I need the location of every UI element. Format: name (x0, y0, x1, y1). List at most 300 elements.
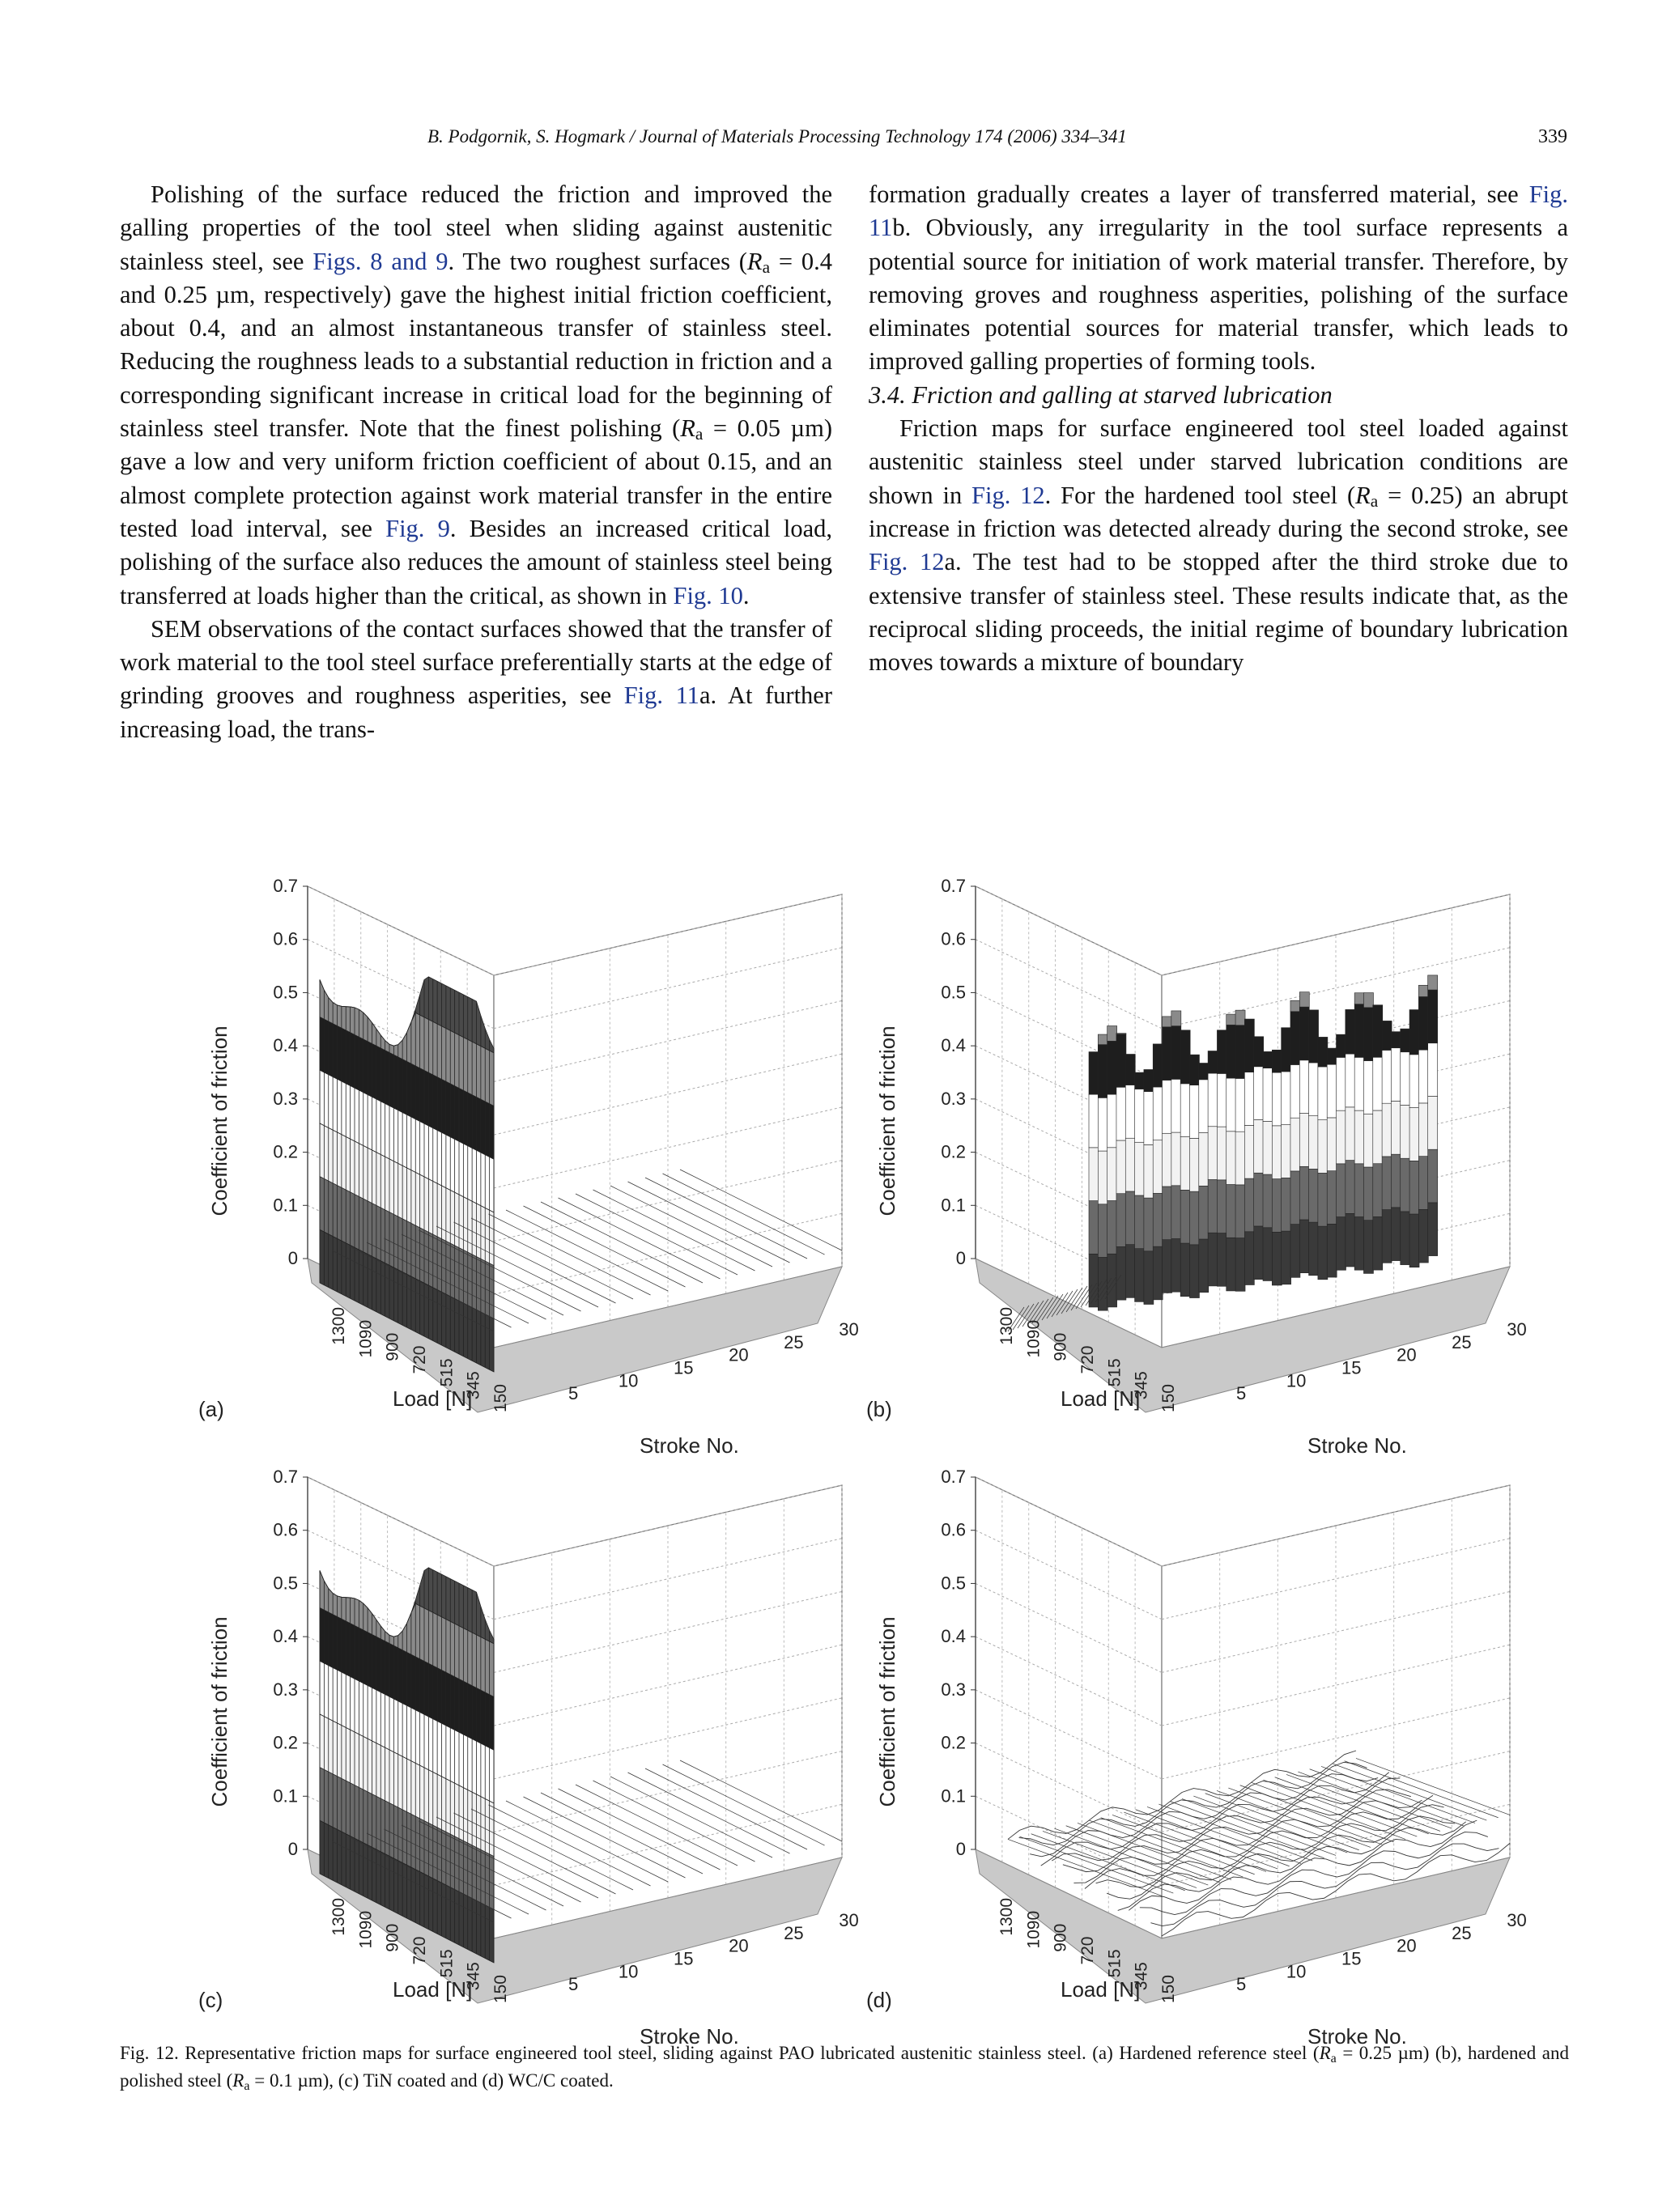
surface-band (1199, 1080, 1209, 1133)
surface-band (1309, 1222, 1319, 1276)
z-tick-label: 0.6 (273, 928, 298, 949)
surface-band (1327, 1048, 1337, 1064)
surface-band (1337, 1217, 1346, 1271)
figure-panel-d (850, 1461, 1527, 2049)
figure-link[interactable]: Fig. 10 (673, 581, 743, 609)
stroke-tick-label: 30 (839, 1910, 859, 1930)
stroke-tick-label: 10 (1286, 1370, 1307, 1391)
surface-band (1418, 996, 1428, 1050)
surface-band (1409, 1214, 1419, 1267)
surface-band (1208, 1127, 1218, 1180)
surface-band (1409, 1010, 1419, 1055)
running-head (0, 126, 1658, 155)
load-tick-label: 1090 (356, 1319, 376, 1358)
subscript: a (695, 424, 704, 444)
surface-band (1125, 1085, 1135, 1139)
italic-symbol: R (746, 247, 763, 275)
right-column (869, 178, 1568, 679)
surface-band (1144, 1251, 1154, 1305)
stroke-tick-label: 10 (1286, 1961, 1307, 1982)
section-heading: 3.4. Friction and galling at starved lubrication (869, 380, 1333, 409)
surface-band (1226, 1025, 1236, 1078)
z-tick-label: 0.7 (273, 1467, 298, 1487)
panel-label: (c) (198, 1988, 223, 2012)
surface-band (1098, 1098, 1107, 1151)
surface-band (1299, 1220, 1309, 1273)
surface-band (1337, 1164, 1346, 1217)
surface-band (1116, 1087, 1126, 1140)
load-axis-label: Load [N] (1061, 1386, 1141, 1411)
z-tick-label: 0.2 (273, 1141, 298, 1162)
surface-band (1346, 1054, 1355, 1107)
stroke-tick-label: 20 (729, 1935, 749, 1956)
z-tick-label: 0.7 (273, 876, 298, 896)
surface-band (1337, 1057, 1346, 1110)
surface-band (1107, 1026, 1117, 1042)
surface-band (1318, 1120, 1328, 1174)
figure-link[interactable]: Fig. 12 (869, 548, 945, 576)
friction-map-plot (850, 870, 1527, 1458)
surface-band (1263, 1228, 1273, 1281)
surface-band (1401, 1029, 1410, 1052)
z-tick-label: 0.5 (273, 1573, 298, 1594)
surface-band (1290, 1064, 1300, 1118)
load-tick-label: 345 (464, 1962, 483, 1991)
surface-band (1244, 1232, 1254, 1285)
surface-band (1263, 1174, 1273, 1228)
stroke-tick-label: 25 (1452, 1922, 1472, 1943)
load-tick-label: 900 (383, 1332, 402, 1361)
surface-band (1382, 1050, 1392, 1103)
load-tick-label: 1300 (329, 1898, 348, 1936)
surface-band (1098, 1204, 1107, 1258)
surface-band (1217, 1073, 1226, 1127)
surface-band (1153, 1140, 1163, 1194)
surface-band (1418, 1157, 1428, 1210)
surface-band (1254, 1226, 1264, 1280)
load-tick-label: 515 (1105, 1949, 1124, 1978)
surface-band (1318, 1067, 1328, 1120)
surface-band (1346, 1107, 1355, 1161)
surface-band (1244, 1125, 1254, 1178)
surface-band (1363, 1061, 1373, 1114)
surface-band (1144, 1198, 1154, 1251)
surface-band (1346, 1161, 1355, 1214)
surface-band (1309, 1063, 1319, 1116)
surface-band (1171, 1239, 1181, 1293)
z-tick-label: 0.1 (273, 1195, 298, 1216)
surface-band (1089, 1052, 1099, 1095)
surface-band (1171, 1079, 1181, 1132)
surface-band (1116, 1246, 1126, 1300)
surface-band (1382, 1021, 1392, 1050)
surface-band (1153, 1044, 1163, 1087)
surface-band (1391, 1032, 1401, 1048)
surface-band (1401, 1212, 1410, 1265)
surface-band (1107, 1148, 1117, 1201)
surface-band (1327, 1064, 1337, 1118)
surface-band (1217, 1180, 1226, 1233)
z-tick-label: 0.2 (941, 1732, 966, 1753)
figure-caption: Fig. 12. Representative friction maps for surface engineered tool steel, sliding against PAO lubricated austenitic stainless steel. (a) Hardened reference steel ($R_a = 0.25$ µm) (b), hardened and polished steel ($R_a = 0.1$ µm), (c) TiN coated and (d) WC/C coated. (120, 2043, 1569, 2093)
italic-symbol: R (1319, 2043, 1331, 2063)
stroke-tick-label: 15 (674, 1357, 694, 1378)
surface-band (1363, 1221, 1373, 1274)
stroke-axis-label: Stroke No. (1307, 2024, 1407, 2049)
surface-band (1282, 1231, 1291, 1284)
surface-band (1354, 1164, 1364, 1217)
surface-band (1254, 1037, 1264, 1067)
surface-band (1235, 1131, 1245, 1185)
z-tick-label: 0.4 (273, 1626, 298, 1647)
load-tick-label: 1090 (1024, 1319, 1044, 1358)
surface-band (1337, 1034, 1346, 1057)
z-tick-label: 0.2 (273, 1732, 298, 1753)
surface-band (1189, 1085, 1199, 1139)
panel-label: (d) (866, 1988, 892, 2012)
surface-band (1309, 1010, 1319, 1063)
load-tick-label: 720 (410, 1936, 429, 1965)
load-tick-label: 720 (410, 1345, 429, 1374)
surface-band (1171, 1011, 1181, 1026)
surface-band (1363, 993, 1373, 1008)
stroke-tick-label: 15 (1341, 1948, 1362, 1969)
surface-band (1189, 1055, 1199, 1085)
load-tick-label: 515 (1105, 1358, 1124, 1387)
load-tick-label: 720 (1078, 1345, 1097, 1374)
paragraph: Polishing of the surface reduced the friction and improved the galling properties of the tool steel when sliding against austenitic stainless steel, see Figs. 8 and 9. The two roughest surfaces ($R_a = 0.4$ and 0.25 µm, respectively) gave the highest initial friction coefficient, about 0.4, and an almost instantaneous transfer of stainless steel. Reducing the roughness leads to a substantial reduction in friction and a corresponding significant increase in critical load for the beginning of stainless steel transfer. Note that the finest polishing ($R_a = 0.05$ µm) gave a low and very uniform friction coefficient of about 0.15, and an almost complete protection against work material transfer in the entire tested load interval, see Fig. 9. Besides an increased critical load, polishing of the surface also reduces the amount of stainless steel being transferred at loads higher than the critical, as shown in Fig. 10. (120, 180, 833, 609)
surface-band (1180, 1030, 1190, 1084)
figure-link[interactable]: Fig. 11 (869, 180, 1568, 242)
surface-band (1282, 1072, 1291, 1125)
surface-band (1199, 1064, 1209, 1080)
surface-band (1346, 1213, 1355, 1267)
z-tick-label: 0.5 (273, 982, 298, 1003)
z-tick-label: 0.4 (273, 1035, 298, 1056)
figure-panel-a (182, 870, 859, 1458)
surface-band (1089, 1201, 1099, 1255)
surface-band (1290, 1171, 1300, 1225)
load-tick-label: 900 (1051, 1332, 1070, 1361)
surface-band (1263, 1068, 1273, 1122)
load-tick-label: 1090 (1024, 1910, 1044, 1949)
load-axis-label: Load [N] (1061, 1977, 1141, 2002)
surface-band (1180, 1190, 1190, 1243)
surface-band (1163, 1027, 1172, 1081)
surface-band (1153, 1246, 1163, 1300)
load-tick-label: 720 (1078, 1936, 1097, 1965)
surface-band (1318, 1173, 1328, 1226)
surface-band (1346, 1009, 1355, 1054)
load-tick-label: 900 (1051, 1923, 1070, 1952)
surface-band (1299, 1007, 1309, 1060)
z-tick-label: 0.1 (941, 1195, 966, 1216)
surface-band (1318, 1226, 1328, 1280)
surface-band (1144, 1092, 1154, 1145)
z-tick-label: 0.3 (273, 1679, 298, 1700)
figure-link[interactable]: Figs. 8 and 9 (312, 247, 449, 275)
surface-band (1107, 1041, 1117, 1094)
surface-band (1217, 1030, 1226, 1074)
stroke-axis-label: Stroke No. (640, 2024, 739, 2049)
subscript: a (1370, 490, 1379, 511)
surface-band (1116, 1140, 1126, 1194)
surface-band (1189, 1138, 1199, 1191)
surface-band (1354, 1110, 1364, 1164)
surface-band (1171, 1186, 1181, 1239)
surface-band (1116, 1034, 1126, 1088)
load-tick-label: 345 (1132, 1371, 1151, 1400)
stroke-tick-label: 20 (1397, 1344, 1417, 1365)
z-tick-label: 0.7 (941, 876, 966, 896)
load-tick-label: 345 (1132, 1962, 1151, 1991)
z-tick-label: 0.2 (941, 1141, 966, 1162)
surface-band (1428, 1203, 1438, 1256)
surface-band (1401, 1052, 1410, 1106)
surface-band (1089, 1094, 1099, 1148)
load-tick-label: 900 (383, 1923, 402, 1952)
surface-band (1418, 1103, 1428, 1157)
surface-band (1107, 1254, 1117, 1307)
paragraph: formation gradually creates a layer of transferred material, see Fig. 11b. Obviously, any irregularity in the tool surface represents a potential source for initiation of work material transfer. Therefore, by removing groves and roughness asperities, polishing of the surface eliminates potential sources for material transfer, which leads to improved galling properties of forming tools. (869, 180, 1568, 376)
surface-band (1217, 1127, 1226, 1180)
surface-band (1226, 1185, 1236, 1238)
surface-band (1428, 975, 1438, 990)
surface-band (1171, 1026, 1181, 1080)
figure-panel-c (182, 1461, 859, 2049)
z-tick-label: 0.5 (941, 1573, 966, 1594)
surface-band (1418, 985, 1428, 996)
surface-band (1282, 1028, 1291, 1072)
surface-band (1135, 1142, 1145, 1195)
surface-band (1189, 1245, 1199, 1298)
surface-band (1282, 1125, 1291, 1178)
surface-band (1401, 1105, 1410, 1158)
paragraph: Friction maps for surface engineered tool steel loaded against austenitic stainless steel under starved lubrication conditions are shown in Fig. 12. For the hardened tool steel $(R_a = 0.25)$ an abrupt increase in friction was detected already during the second stroke, see Fig. 12a. The test had to be stopped after the third stroke due to extensive transfer of stainless steel. These results indicate that, as the reciprocal sliding proceeds, the initial regime of boundary lubrication moves towards a mixture of boundary (869, 414, 1569, 677)
z-tick-label: 0.4 (941, 1626, 966, 1647)
left-column (120, 178, 832, 746)
italic-symbol: R (232, 2070, 244, 2091)
surface-band (1226, 1078, 1236, 1131)
surface-band (1208, 1051, 1218, 1074)
surface-band (1428, 1043, 1438, 1097)
surface-band (1363, 1167, 1373, 1221)
stroke-axis-label: Stroke No. (1307, 1433, 1407, 1458)
surface-band (1373, 1110, 1383, 1164)
z-tick-label: 0.5 (941, 982, 966, 1003)
surface-band (1163, 1081, 1172, 1134)
surface-band (1153, 1087, 1163, 1140)
surface-band (1235, 1238, 1245, 1292)
load-tick-label: 150 (491, 1384, 510, 1413)
surface-band (1263, 1051, 1273, 1068)
surface-band (1135, 1195, 1145, 1249)
figure-panel-b (850, 870, 1527, 1458)
surface-band (1382, 1157, 1392, 1210)
friction-map-plot (182, 1461, 859, 2049)
z-tick-label: 0.4 (941, 1035, 966, 1056)
stroke-tick-label: 25 (1452, 1331, 1472, 1352)
z-tick-label: 0.3 (941, 1088, 966, 1109)
z-tick-label: 0.1 (273, 1785, 298, 1807)
surface-band (1391, 1154, 1401, 1208)
surface-band (1337, 1110, 1346, 1164)
surface-band (1299, 1166, 1309, 1220)
surface-band (1418, 1209, 1428, 1263)
z-tick-label: 0.1 (941, 1785, 966, 1807)
surface-band (1135, 1089, 1145, 1143)
surface-band (1363, 1114, 1373, 1167)
surface-band (1391, 1048, 1401, 1102)
stroke-tick-label: 5 (568, 1974, 579, 1995)
stroke-tick-label: 25 (784, 1331, 804, 1352)
z-tick-label: 0 (955, 1839, 966, 1859)
surface-band (1354, 993, 1364, 1004)
surface-band (1272, 1072, 1282, 1126)
surface-band (1217, 1233, 1226, 1287)
surface-band (1244, 1072, 1254, 1126)
subscript: a (244, 2079, 250, 2093)
page-number: 339 (1538, 126, 1567, 147)
surface-band (1098, 1151, 1107, 1204)
surface-band (1107, 1201, 1117, 1255)
surface-band (1290, 1012, 1300, 1065)
load-tick-label: 345 (464, 1371, 483, 1400)
load-tick-label: 515 (437, 1358, 457, 1387)
stroke-tick-label: 10 (618, 1961, 639, 1982)
surface-band (1391, 1208, 1401, 1261)
subscript: a (1330, 2052, 1337, 2066)
stroke-tick-label: 25 (784, 1922, 804, 1943)
surface-band (1282, 1178, 1291, 1231)
stroke-tick-label: 30 (1507, 1319, 1527, 1340)
figure-link[interactable]: Fig. 11 (623, 681, 699, 710)
surface-band (1290, 1000, 1300, 1012)
z-tick-label: 0.6 (941, 928, 966, 949)
surface-band (1125, 1138, 1135, 1191)
surface-band (1263, 1121, 1273, 1174)
z-tick-label: 0 (287, 1248, 298, 1268)
load-tick-label: 150 (1159, 1384, 1178, 1413)
surface-band (1125, 1054, 1135, 1085)
subscript: a (762, 257, 771, 277)
friction-map-plot (182, 870, 859, 1458)
surface-band (1226, 1014, 1236, 1025)
surface-band (1199, 1186, 1209, 1239)
load-tick-label: 1300 (329, 1307, 348, 1345)
surface-band (1180, 1243, 1190, 1297)
surface-band (1189, 1191, 1199, 1245)
z-axis-label: Coefficient of friction (875, 1025, 899, 1216)
surface-band (1163, 1017, 1172, 1027)
load-axis-label: Load [N] (393, 1977, 473, 2002)
surface-band (1354, 1004, 1364, 1058)
z-axis-label: Coefficient of friction (207, 1025, 232, 1216)
load-tick-label: 1300 (997, 1307, 1016, 1345)
surface-band (1089, 1148, 1099, 1201)
surface-band (1428, 990, 1438, 1043)
z-tick-label: 0.6 (941, 1519, 966, 1540)
surface-band (1226, 1131, 1236, 1185)
italic-symbol: R (680, 414, 695, 443)
load-axis-label: Load [N] (393, 1386, 473, 1411)
surface-band (1373, 1057, 1383, 1110)
surface-band (1382, 1103, 1392, 1157)
load-tick-label: 1090 (356, 1910, 376, 1949)
surface-band (1098, 1257, 1107, 1310)
surface-band (1208, 1233, 1218, 1286)
surface-band (1290, 1225, 1300, 1278)
surface-band (1409, 1108, 1419, 1161)
surface-band (1272, 1126, 1282, 1179)
surface-band (1272, 1232, 1282, 1285)
stroke-tick-label: 5 (1235, 1974, 1247, 1995)
surface-band (1299, 992, 1309, 1007)
z-tick-label: 0 (287, 1839, 298, 1859)
surface-band (1125, 1245, 1135, 1298)
z-tick-label: 0.3 (273, 1088, 298, 1109)
surface-band (1244, 1019, 1254, 1072)
surface-band (1327, 1118, 1337, 1171)
stroke-tick-label: 15 (674, 1948, 694, 1969)
surface-band (1235, 1025, 1245, 1079)
surface-band (1107, 1094, 1117, 1148)
load-tick-label: 150 (491, 1975, 510, 2004)
surface-band (1299, 1114, 1309, 1167)
surface-band (1299, 1060, 1309, 1114)
stroke-tick-label: 5 (1235, 1383, 1247, 1404)
surface-band (1208, 1179, 1218, 1233)
surface-band (1373, 1005, 1383, 1058)
surface-band (1290, 1118, 1300, 1171)
surface-band (1373, 1164, 1383, 1217)
stroke-tick-label: 20 (1397, 1935, 1417, 1956)
surface-band (1327, 1171, 1337, 1225)
surface-band (1135, 1072, 1145, 1089)
surface-band (1354, 1217, 1364, 1271)
surface-band (1144, 1144, 1154, 1198)
surface-band (1163, 1133, 1172, 1187)
z-tick-label: 0 (955, 1248, 966, 1268)
surface-band (1144, 1069, 1154, 1091)
panel-label: (a) (198, 1397, 224, 1421)
stroke-tick-label: 5 (568, 1383, 579, 1404)
surface-band (1235, 1185, 1245, 1238)
surface-band (1254, 1173, 1264, 1226)
surface-band (1309, 1116, 1319, 1170)
surface-band (1272, 1179, 1282, 1233)
italic-symbol: R (1355, 481, 1371, 509)
paragraph: SEM observations of the contact surfaces showed that the transfer of work material to the tool steel surface preferentially starts at the edge of grinding grooves and roughness asperities, see Fig. 11a. At further increasing load, the trans- (120, 614, 832, 743)
figure-link[interactable]: Fig. 12 (971, 481, 1045, 509)
stroke-tick-label: 30 (839, 1319, 859, 1340)
stroke-tick-label: 15 (1341, 1357, 1362, 1378)
surface-band (1244, 1178, 1254, 1232)
z-tick-label: 0.7 (941, 1467, 966, 1487)
z-tick-label: 0.6 (273, 1519, 298, 1540)
surface-band (1254, 1067, 1264, 1120)
figure-link[interactable]: Fig. 9 (385, 514, 450, 542)
surface-band (1401, 1158, 1410, 1212)
surface-band (1373, 1216, 1383, 1270)
surface-band (1391, 1101, 1401, 1154)
surface-band (1235, 1078, 1245, 1131)
surface-band (1363, 1008, 1373, 1061)
surface-band (1125, 1191, 1135, 1245)
surface-band (1208, 1073, 1218, 1127)
stroke-axis-label: Stroke No. (640, 1433, 739, 1458)
surface-band (1272, 1050, 1282, 1072)
